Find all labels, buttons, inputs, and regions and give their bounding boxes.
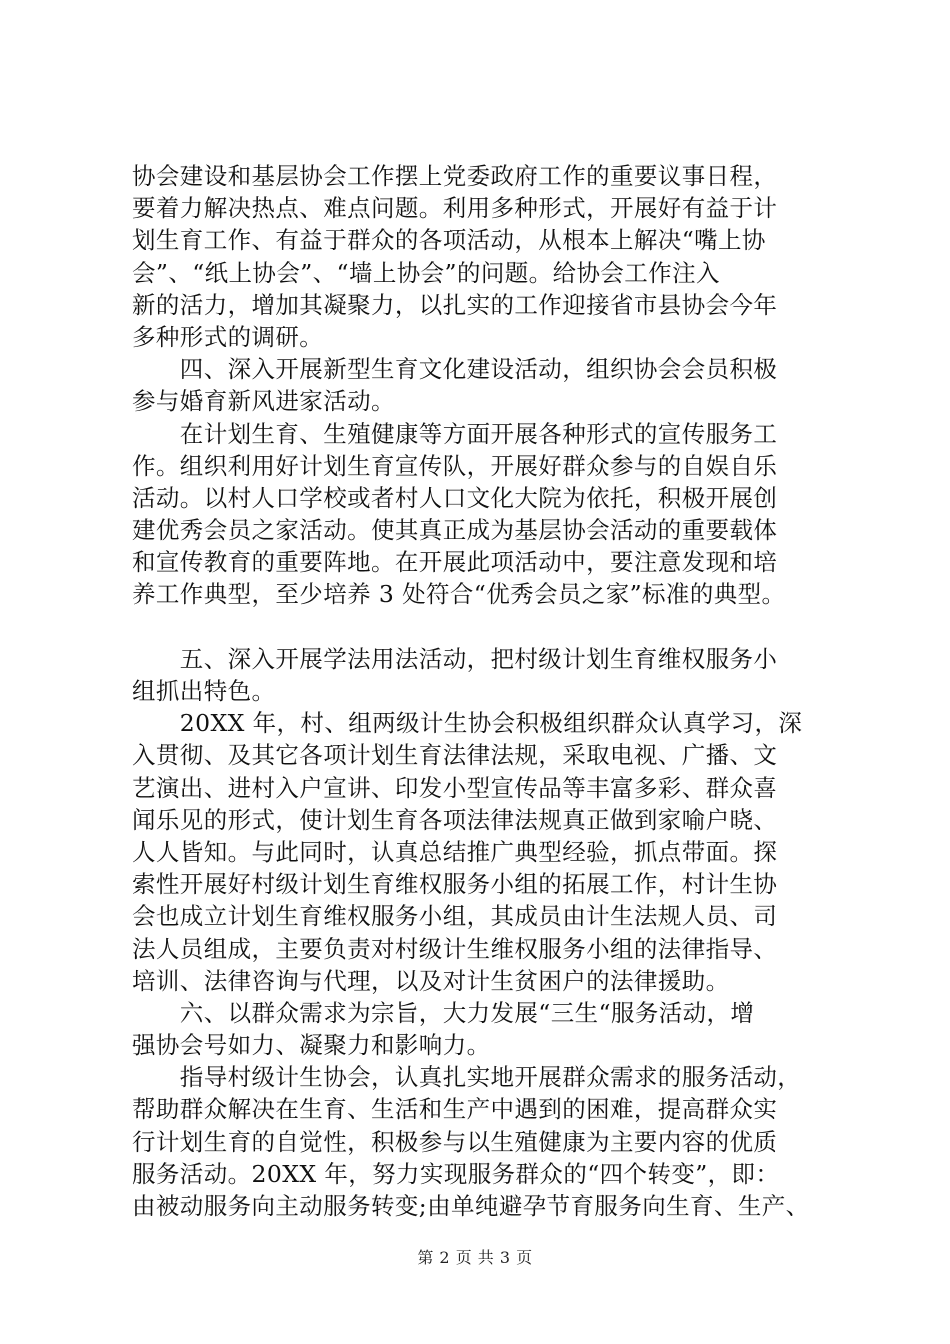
text-line: 艺演出、进村入户宣讲、印发小型宣传品等丰富多彩、群众喜	[132, 773, 778, 802]
text-line: 会”、“纸上协会”、“墙上协会”的问题。给协会工作注入	[132, 258, 720, 287]
text-line: 由被动服务向主动服务转变;由单纯避孕节育服务向生育、生产、	[132, 1192, 810, 1220]
section-heading-line: 参与婚育新风进家活动。	[132, 387, 395, 416]
section-heading-line: 四、深入开展新型生育文化建设活动，组织协会会员积极	[132, 355, 778, 384]
section-heading-line: 五、深入开展学法用法活动，把村级计划生育维权服务小	[132, 644, 778, 673]
text-line: 行计划生育的自觉性，积极参与以生殖健康为主要内容的优质	[132, 1127, 778, 1156]
text-line: 养工作典型，至少培养 3 处符合“优秀会员之家”标准的典型。	[132, 580, 786, 609]
text-line: 闻乐见的形式，使计划生育各项法律法规真正做到家喻户晓、	[132, 805, 778, 834]
text-line: 培训、法律咨询与代理，以及对计生贫困户的法律援助。	[132, 966, 730, 995]
text-line: 会也成立计划生育维权服务小组，其成员由计生法规人员、司	[132, 902, 778, 931]
text-line: 人人皆知。与此同时，认真总结推广典型经验，抓点带面。探	[132, 837, 778, 866]
body-text	[132, 160, 852, 1222]
text-line: 20XX 年，村、组两级计生协会积极组织群众认真学习，深	[132, 709, 803, 738]
section-heading-line: 强协会号如力、凝聚力和影响力。	[132, 1031, 491, 1060]
text-line: 在计划生育、生殖健康等方面开展各种形式的宣传服务工	[132, 419, 778, 448]
text-line: 索性开展好村级计划生育维权服务小组的拓展工作，村计生协	[132, 870, 778, 899]
text-line: 帮助群众解决在生育、生活和生产中遇到的困难，提高群众实	[132, 1095, 778, 1124]
text-line: 入贯彻、及其它各项计划生育法律法规，采取电视、广播、文	[132, 741, 778, 770]
section-heading-line: 组抓出特色。	[132, 677, 276, 705]
text-line: 协会建设和基层协会工作摆上党委政府工作的重要议事日程，	[132, 162, 778, 190]
text-line: 多种形式的调研。	[132, 322, 324, 351]
text-line: 指导村级计生协会，认真扎实地开展群众需求的服务活动，	[132, 1063, 802, 1092]
blank-line	[132, 611, 852, 643]
text-line: 划生育工作、有益于群众的各项活动，从根本上解决“嘴上协	[132, 226, 766, 255]
text-line: 法人员组成，主要负责对村级计生维权服务小组的法律指导、	[132, 934, 778, 963]
page-number-footer: 第 2 页 共 3 页	[417, 1248, 533, 1267]
section-heading-line: 六、以群众需求为宗旨，大力发展“三生“服务活动，增	[132, 998, 755, 1027]
text-line: 服务活动。20XX 年，努力实现服务群众的“四个转变”，即：	[132, 1159, 780, 1188]
text-line: 活动。以村人口学校或者村人口文化大院为依托，积极开展创	[132, 483, 778, 512]
text-line: 要着力解决热点、难点问题。利用多种形式，开展好有益于计	[132, 194, 778, 223]
text-line: 作。组织利用好计划生育宣传队，开展好群众参与的自娱自乐	[132, 451, 778, 480]
text-line: 和宣传教育的重要阵地。在开展此项活动中，要注意发现和培	[132, 548, 778, 577]
text-line: 新的活力，增加其凝聚力，以扎实的工作迎接省市县协会今年	[132, 290, 778, 319]
text-line: 建优秀会员之家活动。使其真正成为基层协会活动的重要载体	[132, 516, 778, 545]
